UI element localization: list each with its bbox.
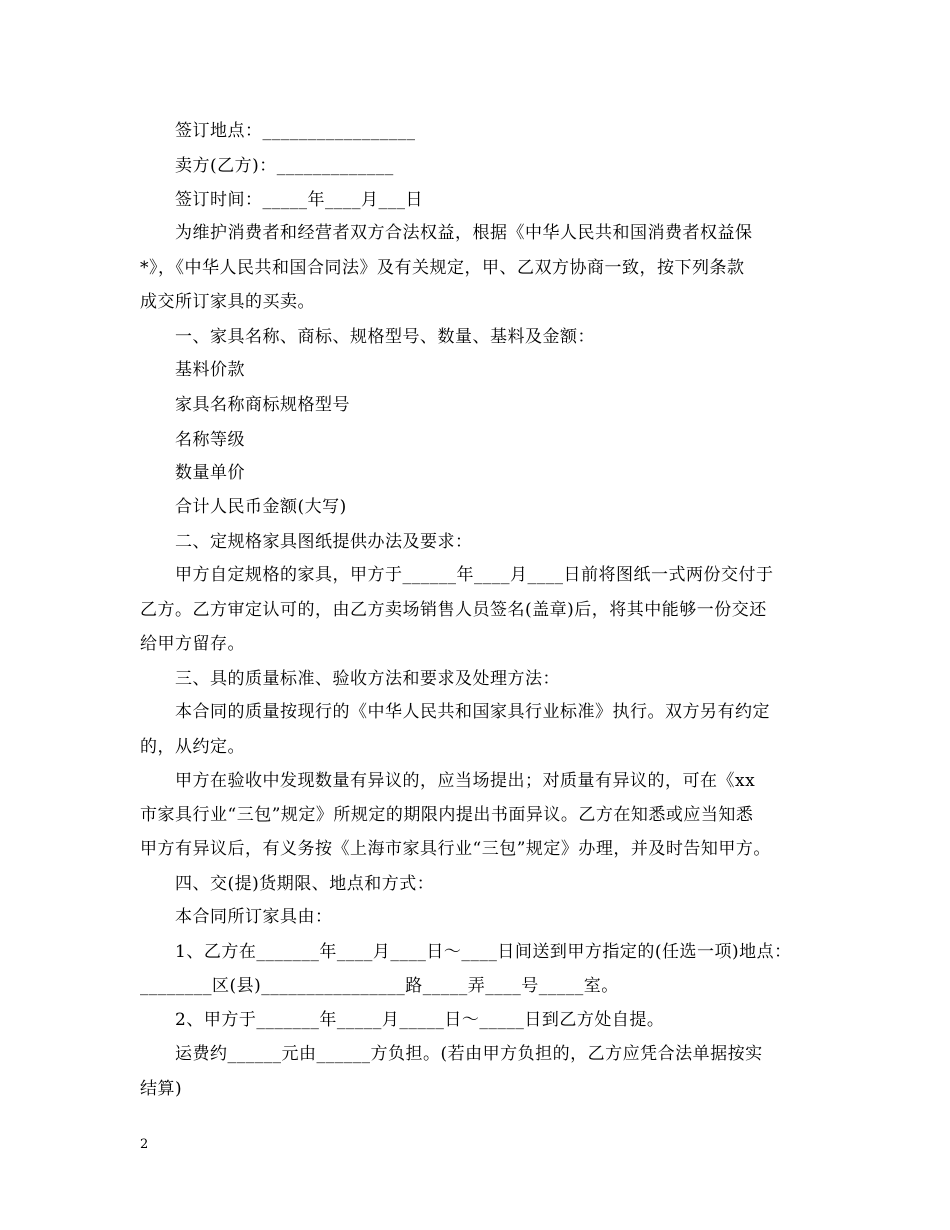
text-line: 甲方有异议后，有义务按《上海市家具行业“三包”规定》办理，并及时告知甲方。 [140, 839, 771, 859]
text-line: 为维护消费者和经营者双方合法权益，根据《中华人民共和国消费者权益保 [140, 223, 753, 243]
text-line: 一、家具名称、商标、规格型号、数量、基料及金额： [140, 327, 595, 347]
text-line: ________区(县)________________路_____弄____号_____室。 [140, 976, 619, 996]
text-line: 名称等级 [140, 430, 245, 450]
text-line: 三、具的质量标准、验收方法和要求及处理方法： [140, 669, 560, 689]
text-line: 的，从约定。 [140, 737, 245, 757]
text-line: 四、交(提)货期限、地点和方式： [140, 874, 435, 894]
text-line: 签订地点：_________________ [140, 121, 416, 141]
text-line: 运费约______元由______方负担。(若由甲方负担的，乙方应凭合法单据按实 [140, 1044, 763, 1064]
text-line: *》，《中华人民共和国合同法》及有关规定，甲、乙双方协商一致，按下列条款 [140, 258, 745, 278]
text-line: 家具名称商标规格型号 [140, 395, 350, 415]
text-line: 甲方自定规格的家具，甲方于______年____月____日前将图纸一式两份交付于 [140, 565, 774, 585]
text-line: 市家具行业“三包”规定》所规定的期限内提出书面异议。乙方在知悉或应当知悉 [140, 805, 754, 825]
text-line: 甲方在验收中发现数量有异议的，应当场提出；对质量有异议的，可在《xx [140, 771, 756, 791]
text-line: 本合同所订家具由： [140, 907, 333, 927]
text-line: 合计人民币金额(大写) [140, 497, 347, 517]
page-number: 2 [140, 1137, 149, 1152]
text-line: 本合同的质量按现行的《中华人民共和国家具行业标准》执行。双方另有约定 [140, 702, 770, 722]
text-line: 给甲方留存。 [140, 634, 245, 654]
text-line: 1、乙方在_______年____月____日～____日间送到甲方指定的(任选一项)地点： [140, 942, 792, 962]
text-line: 卖方(乙方)：_____________ [140, 156, 394, 176]
text-line: 二、定规格家具图纸提供办法及要求： [140, 532, 473, 552]
text-line: 数量单价 [140, 463, 245, 483]
text-line: 结算) [140, 1079, 183, 1099]
text-line: 成交所订家具的买卖。 [140, 292, 315, 312]
text-line: 基料价款 [140, 360, 245, 380]
text-line: 2、甲方于_______年_____月_____日～_____日到乙方处自提。 [140, 1010, 665, 1030]
text-line: 乙方。乙方审定认可的，由乙方卖场销售人员签名(盖章)后，将其中能够一份交还 [140, 600, 767, 620]
text-line: 签订时间：_____年____月___日 [140, 190, 423, 210]
